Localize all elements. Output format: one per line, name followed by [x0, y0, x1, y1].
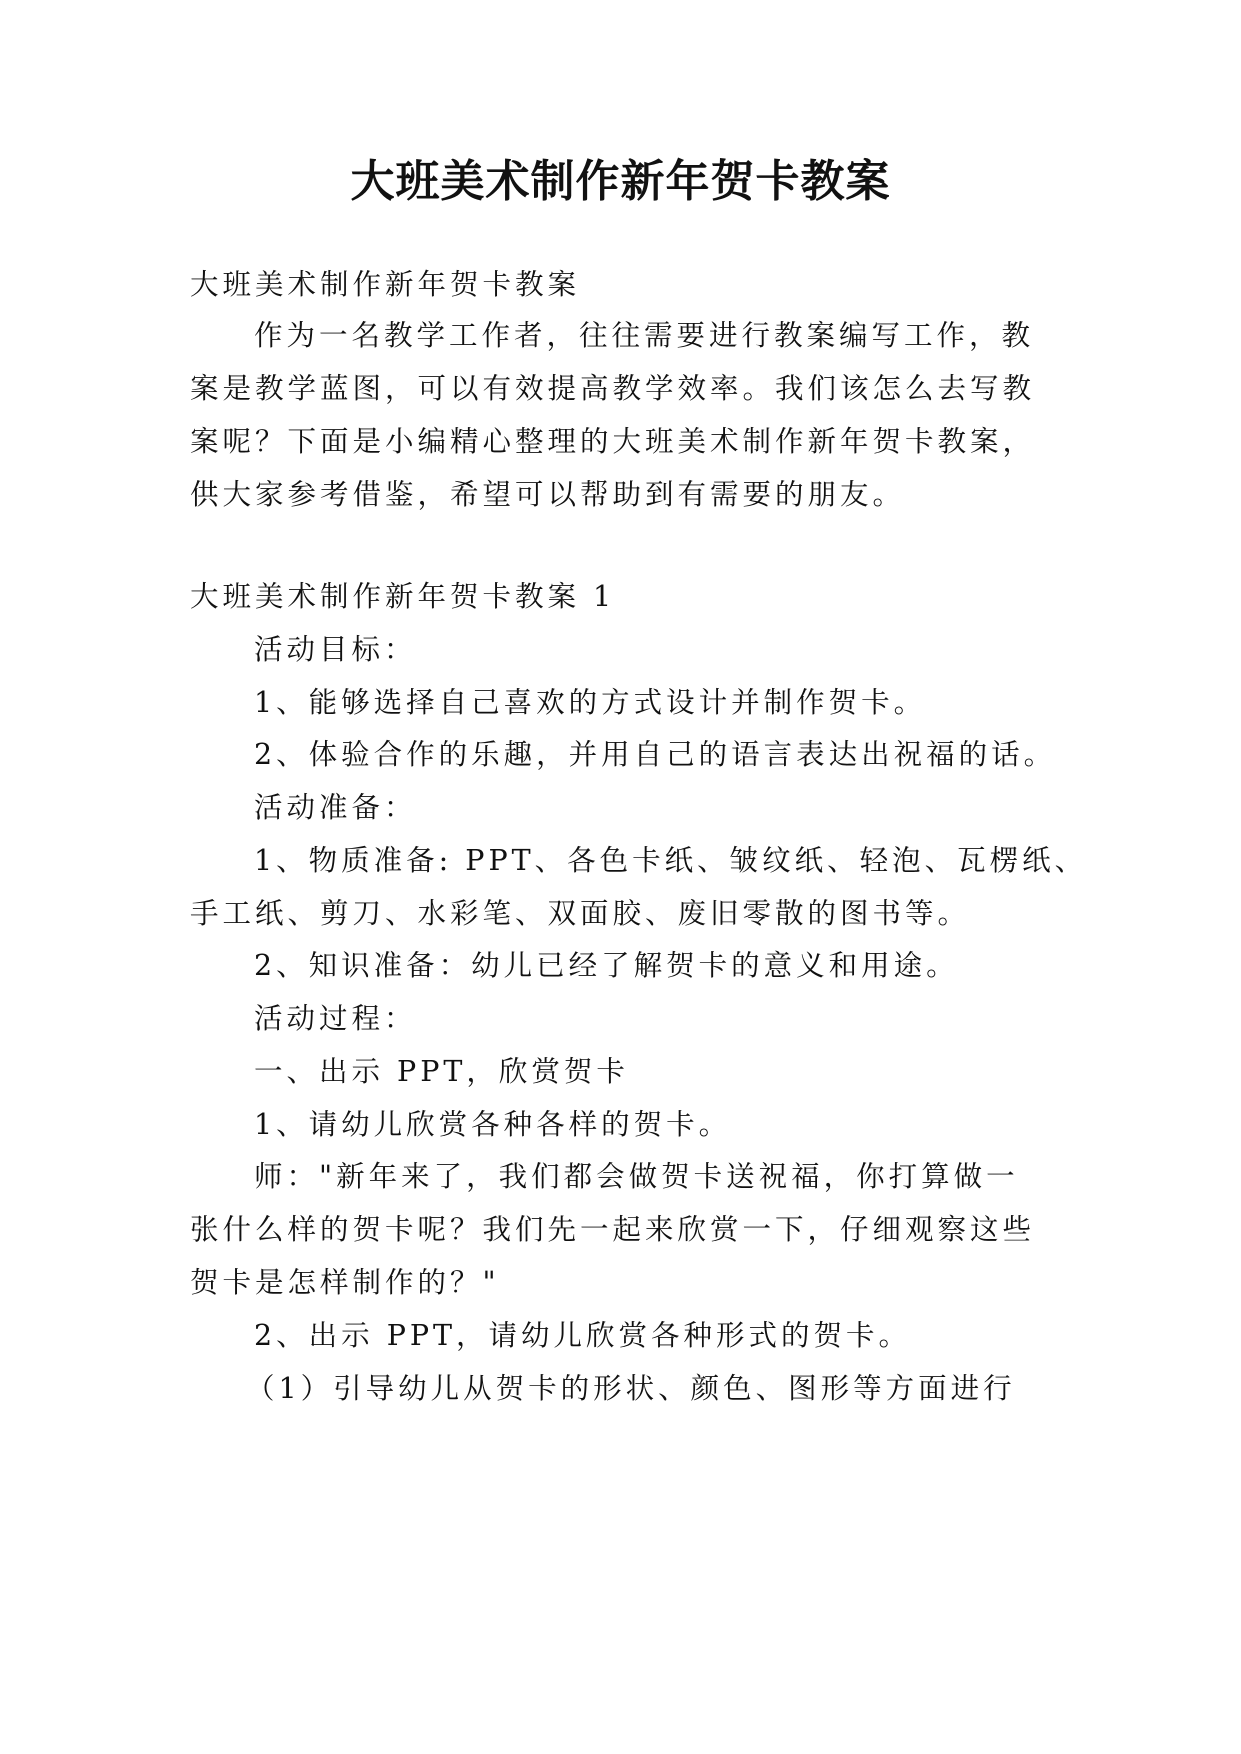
section-heading: 大班美术制作新年贺卡教案 1 — [190, 580, 616, 613]
body-line: 活动准备： — [254, 791, 417, 824]
intro-line: 案呢？下面是小编精心整理的大班美术制作新年贺卡教案， — [190, 425, 1036, 458]
body-line: 贺卡是怎样制作的？" — [190, 1266, 500, 1299]
intro-line: 案是教学蓝图，可以有效提高教学效率。我们该怎么去写教 — [190, 372, 1036, 405]
document-subtitle: 大班美术制作新年贺卡教案 — [190, 268, 581, 301]
body-line: 师："新年来了，我们都会做贺卡送祝福，你打算做一 — [254, 1160, 1019, 1193]
body-line: 1、请幼儿欣赏各种各样的贺卡。 — [254, 1108, 732, 1141]
body-line: 1、物质准备: PPT、各色卡纸、皱纹纸、轻泡、瓦楞纸、 — [254, 844, 1088, 877]
body-line: 2、体验合作的乐趣，并用自己的语言表达出祝福的话。 — [254, 738, 1057, 771]
intro-line: 供大家参考借鉴，希望可以帮助到有需要的朋友。 — [190, 478, 906, 511]
body-line: 2、出示 PPT，请幼儿欣赏各种形式的贺卡。 — [254, 1319, 912, 1352]
body-line: 手工纸、剪刀、水彩笔、双面胶、废旧零散的图书等。 — [190, 897, 971, 930]
body-line: （1）引导幼儿从贺卡的形状、颜色、图形等方面进行 — [246, 1372, 1016, 1405]
body-line: 活动目标： — [254, 633, 417, 666]
body-line: 2、知识准备：幼儿已经了解贺卡的意义和用途。 — [254, 949, 959, 982]
body-line: 活动过程： — [254, 1002, 417, 1035]
intro-line: 作为一名教学工作者，往往需要进行教案编写工作，教 — [254, 319, 1035, 352]
document-title: 大班美术制作新年贺卡教案 — [350, 156, 891, 207]
body-line: 一、出示 PPT，欣赏贺卡 — [254, 1055, 629, 1088]
body-line: 张什么样的贺卡呢？我们先一起来欣赏一下，仔细观察这些 — [190, 1213, 1036, 1246]
body-line: 1、能够选择自己喜欢的方式设计并制作贺卡。 — [254, 686, 927, 719]
